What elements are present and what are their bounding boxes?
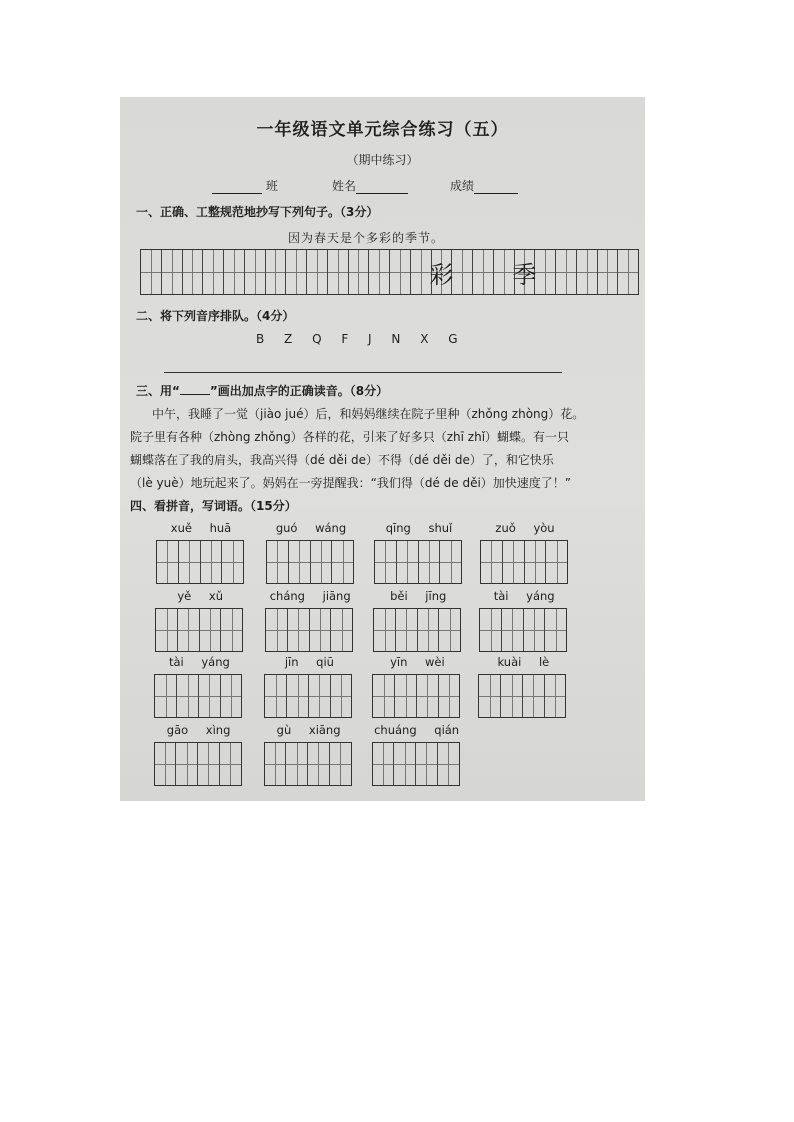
- writing-cell: [440, 541, 461, 583]
- writing-cell: [177, 675, 199, 717]
- writing-boxes: [264, 674, 352, 718]
- writing-boxes: [479, 608, 567, 652]
- writing-cell: [267, 541, 289, 583]
- q3-line-1: 中午，我睡了一觉（jiào jué）后，和妈妈继续在院子里种（zhǒng zhòng）花。: [152, 407, 585, 421]
- class-field: [212, 177, 278, 194]
- q4-heading: 四、看拼音，写词语。（15分）: [130, 499, 297, 513]
- writing-cell: [199, 675, 221, 717]
- name-blank: [356, 181, 408, 194]
- worksheet-subtitle: （期中练习）: [346, 153, 419, 167]
- writing-cell: [396, 609, 418, 651]
- pinyin-label: gāo xìng: [166, 723, 231, 737]
- writing-cell: [310, 609, 332, 651]
- writing-cell: [331, 609, 352, 651]
- pinyin-word-item: [266, 521, 356, 585]
- writing-cell: [439, 609, 460, 651]
- pinyin-label: cháng jiāng: [269, 589, 351, 603]
- pinyin-word-item: [374, 521, 464, 585]
- writing-cell: [183, 250, 204, 294]
- score-blank: [474, 181, 518, 194]
- writing-cell: [481, 541, 503, 583]
- writing-boxes: [374, 540, 462, 584]
- writing-cell: [220, 743, 241, 785]
- writing-cell: [222, 541, 243, 583]
- q3-line-4: （lè yuè）地玩起来了。妈妈在一旁提醒我：“我们得（dé de děi）加快速度了！”: [130, 476, 572, 490]
- writing-cell: [479, 675, 501, 717]
- writing-cell: [176, 743, 198, 785]
- writing-cell: [503, 541, 525, 583]
- writing-cell: [265, 675, 287, 717]
- writing-cell: [375, 541, 397, 583]
- writing-cell: [157, 541, 179, 583]
- pinyin-label: yīn wèi: [390, 655, 445, 669]
- pinyin-label: tài yáng: [493, 589, 555, 603]
- writing-cell: [525, 541, 547, 583]
- pinyin-word-item: [372, 723, 462, 787]
- writing-boxes: [478, 674, 566, 718]
- writing-cell: [179, 541, 201, 583]
- writing-cell: [155, 675, 177, 717]
- writing-boxes: [266, 540, 354, 584]
- writing-cell: [156, 609, 178, 651]
- q3-heading: [136, 382, 388, 399]
- q3-underline-sample: [180, 394, 210, 395]
- writing-cell: [286, 250, 307, 294]
- writing-cell: [618, 250, 638, 294]
- q3-line-2: 院子里有各种（zhòng zhǒng）各样的花，引来了好多只（zhī zhǐ）蝴蝶。有一只: [130, 430, 570, 444]
- writing-cell: [245, 250, 266, 294]
- writing-cell: [438, 743, 459, 785]
- writing-cell: [501, 675, 523, 717]
- writing-boxes: [154, 674, 242, 718]
- writing-cell: [512, 250, 537, 294]
- pinyin-label: xuě huā: [170, 521, 232, 535]
- writing-cell: [162, 250, 183, 294]
- writing-cell: [373, 675, 395, 717]
- writing-cell: [328, 250, 349, 294]
- writing-cell: [452, 250, 473, 294]
- writing-cell: [286, 743, 308, 785]
- writing-boxes: [264, 742, 352, 786]
- writing-cell: [439, 675, 460, 717]
- writing-cell: [266, 250, 287, 294]
- pinyin-label: zuǒ yòu: [495, 521, 555, 535]
- writing-cell: [502, 609, 524, 651]
- q2-heading: 二、将下列音序排队。（4分）: [136, 309, 295, 323]
- pinyin-label: yě xǔ: [177, 589, 223, 603]
- writing-cell: [545, 675, 566, 717]
- writing-boxes: [265, 608, 353, 652]
- writing-boxes: [372, 742, 460, 786]
- writing-cell: [311, 541, 333, 583]
- writing-boxes: [372, 674, 460, 718]
- writing-cell: [307, 250, 328, 294]
- writing-cell: [308, 743, 330, 785]
- writing-cell: [349, 250, 370, 294]
- writing-cell: [416, 743, 438, 785]
- q1-heading: 一、正确、工整规范地抄写下列句子。（3分）: [136, 205, 379, 219]
- writing-cell: [397, 541, 419, 583]
- writing-cell: [288, 609, 310, 651]
- writing-cell: [523, 675, 545, 717]
- pinyin-label: kuài lè: [497, 655, 550, 669]
- copy-writing-grid: [140, 249, 639, 295]
- pinyin-label: guó wáng: [275, 521, 347, 535]
- writing-cell: [419, 541, 441, 583]
- grid-character: 季: [512, 260, 537, 289]
- writing-cell: [331, 675, 352, 717]
- pinyin-word-item: [479, 589, 569, 653]
- pinyin-label: jīn qiū: [284, 655, 334, 669]
- q3-line-3: 蝴蝶落在了我的肩头，我高兴得（dé děi de）不得（dé děi de）了，和它快乐: [130, 453, 554, 467]
- pinyin-label: běi jīng: [390, 589, 447, 603]
- writing-cell: [198, 743, 220, 785]
- writing-cell: [203, 250, 224, 294]
- pinyin-word-item: [156, 521, 246, 585]
- class-blank: [212, 181, 262, 194]
- worksheet-title: 一年级语文单元综合练习（五）: [256, 120, 509, 140]
- writing-cell: [330, 743, 351, 785]
- writing-cell: [546, 541, 567, 583]
- writing-cell: [369, 250, 390, 294]
- worksheet-photo: [120, 97, 645, 801]
- writing-cell: [535, 250, 556, 294]
- writing-boxes: [155, 608, 243, 652]
- writing-cell: [265, 743, 287, 785]
- writing-cell: [374, 609, 396, 651]
- pinyin-word-item: [480, 521, 570, 585]
- writing-cell: [577, 250, 598, 294]
- q2-letters: B Z Q F J N X G: [256, 332, 459, 346]
- pinyin-word-item: [154, 723, 244, 787]
- writing-cell: [417, 675, 439, 717]
- writing-cell: [373, 743, 395, 785]
- pinyin-word-item: [154, 655, 244, 719]
- pinyin-word-item: [265, 589, 355, 653]
- writing-cell: [394, 743, 416, 785]
- score-label: 成绩: [450, 179, 475, 193]
- writing-cell: [480, 609, 502, 651]
- pinyin-label: gù xiāng: [276, 723, 341, 737]
- pinyin-label: qīng shuǐ: [385, 521, 453, 535]
- writing-cell: [429, 250, 454, 294]
- pinyin-label: chuáng qián: [374, 723, 460, 737]
- pinyin-word-item: [155, 589, 245, 653]
- writing-cell: [524, 609, 546, 651]
- writing-cell: [332, 541, 353, 583]
- writing-cell: [200, 609, 222, 651]
- pinyin-word-item: [264, 655, 354, 719]
- writing-cell: [141, 250, 162, 294]
- pinyin-word-item: [373, 589, 463, 653]
- q2-answer-line: [164, 372, 562, 373]
- pinyin-word-item: [478, 655, 568, 719]
- writing-cell: [309, 675, 331, 717]
- writing-cell: [287, 675, 309, 717]
- name-label: 姓名: [332, 179, 357, 193]
- writing-cell: [556, 250, 577, 294]
- writing-boxes: [156, 540, 244, 584]
- name-field: [332, 177, 408, 194]
- pinyin-word-item: [264, 723, 354, 787]
- writing-cell: [289, 541, 311, 583]
- writing-cell: [494, 250, 515, 294]
- writing-cell: [201, 541, 223, 583]
- q1-sentence: 因为春天是个多彩的季节。: [288, 231, 445, 245]
- grid-character: 彩: [429, 260, 454, 289]
- writing-boxes: [154, 742, 242, 786]
- writing-cell: [390, 250, 411, 294]
- writing-cell: [395, 675, 417, 717]
- pinyin-label: tài yáng: [168, 655, 230, 669]
- q3-heading-post: ”画出加点字的正确读音。（8分）: [209, 384, 389, 398]
- score-field: [450, 177, 518, 194]
- writing-cell: [418, 609, 440, 651]
- writing-cell: [178, 609, 200, 651]
- writing-cell: [598, 250, 619, 294]
- writing-cell: [473, 250, 494, 294]
- q3-heading-pre: 三、用“: [136, 384, 180, 398]
- writing-cell: [224, 250, 245, 294]
- writing-cell: [266, 609, 288, 651]
- writing-cell: [221, 675, 242, 717]
- writing-cell: [545, 609, 566, 651]
- writing-cell: [155, 743, 177, 785]
- writing-cell: [411, 250, 432, 294]
- class-label: 班: [265, 179, 278, 193]
- writing-boxes: [480, 540, 568, 584]
- writing-boxes: [373, 608, 461, 652]
- writing-cell: [221, 609, 242, 651]
- pinyin-word-item: [372, 655, 462, 719]
